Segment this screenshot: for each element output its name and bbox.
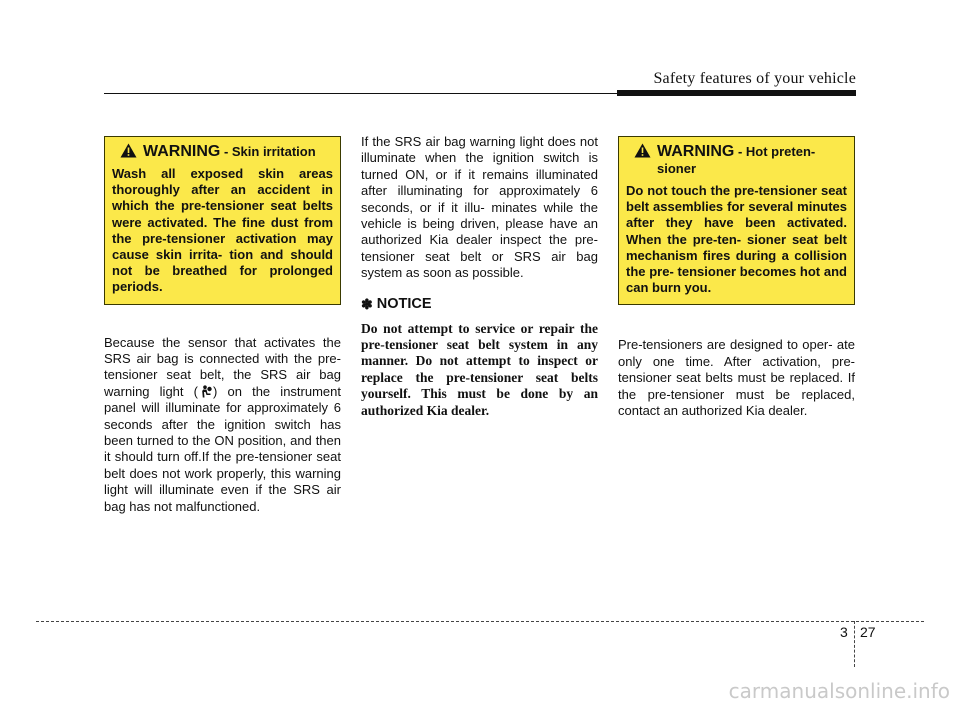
warning-heading [626,143,847,177]
notice-body: Do not attempt to service or repair the pre-tensioner seat belt system in any manner. Do not attempt to inspect or replace the pre-tensioner seat belts yourself. This must be done by an authorized Kia dealer. [361,320,598,418]
header-bar [617,90,856,96]
warning-body: Do not touch the pre-tensioner seat belt assemblies for several minutes after they have been activated. When the pre-ten- sioner seat belt mechanism fires during a collision the pre- tensioner becomes hot and can burn you. [626,183,847,296]
chapter-number: 3 [840,624,848,640]
warning-subtitle: - Hot preten- sioner [657,144,816,176]
page-number: 27 [860,624,876,640]
notice-heading [361,296,598,313]
column-left [104,136,341,515]
warning-label: WARNING [657,143,735,160]
airbag-warning-icon [199,385,212,398]
warning-heading [112,143,333,160]
warning-box-skin-irritation [104,136,341,305]
sensor-paragraph-end: ) on the instrument panel will illuminate for approximately 6 seconds after the ignition switch has been turned to the ON position, and then it should turn off.If the pre-tensioner seat belt does not work properly, this warning light will illuminate even if the SRS air bag has not malfunctioned. [104,383,341,514]
warning-label: WARNING [143,143,221,160]
column-right [618,136,855,419]
sensor-paragraph-start: Because the sensor that activates the SRS air bag is connected with the pre-tensioner seat belt, the SRS air bag warning light ( [104,334,341,399]
header-title: Safety features of your vehicle [653,70,856,87]
column-middle [361,134,598,419]
page-separator [854,621,855,667]
warning-triangle-icon [634,143,651,158]
warning-body: Wash all exposed skin areas thoroughly after an accident in which the pre-tensioner seat belts were activated. The fine dust from the pre-tensioner activation may cause skin irrita- tion and should not be breathed for prolonged periods. [112,166,333,295]
warning-triangle-icon [120,143,137,158]
sensor-paragraph [104,335,341,515]
warning-box-hot-pretensioner [618,136,855,305]
warning-light-paragraph: If the SRS air bag warning light does not illuminate when the ignition switch is turned ON, or if it remains illuminated after illuminating for approximately 6 seconds, or if it illu- minates while the vehicle is being driven, please have an authorized Kia dealer inspect the pre-tensioner seat belt or SRS air bag system as soon as possible. [361,134,598,281]
pretensioner-paragraph: Pre-tensioners are designed to oper- ate only one time. After activation, pre-tensioner seat belts must be replaced. If the pre-tensioner must be replaced, contact an authorized Kia dealer. [618,337,855,419]
footer-rule [36,621,924,622]
warning-subtitle: - Skin irritation [220,144,316,159]
watermark: carmanualsonline.info [728,679,950,703]
notice-title: NOTICE [376,296,432,313]
notice-star-icon: ✽ [361,295,373,312]
